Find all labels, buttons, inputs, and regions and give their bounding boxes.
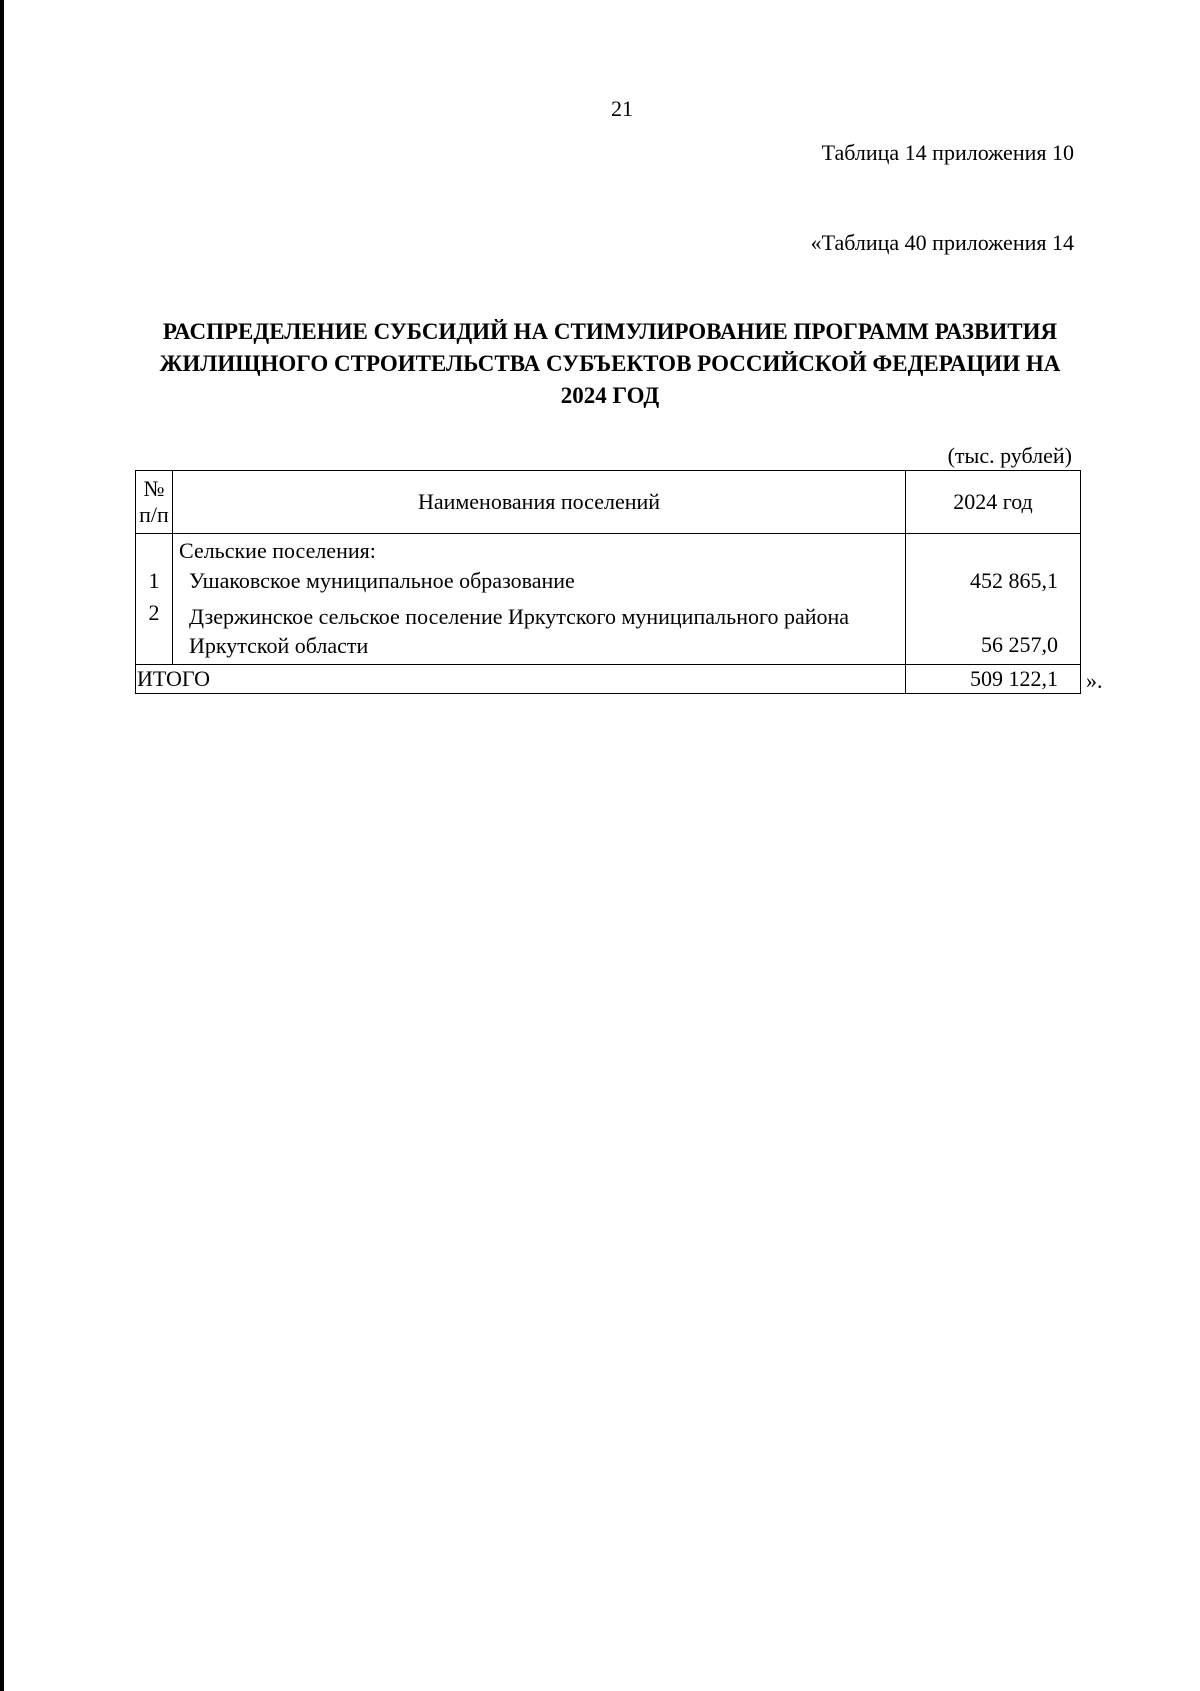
- document-title: РАСПРЕДЕЛЕНИЕ СУБСИДИЙ НА СТИМУЛИРОВАНИЕ ПРОГРАММ РАЗВИТИЯ ЖИЛИЩНОГО СТРОИТЕЛЬСТВА СУБЪЕКТОВ РОССИЙСКОЙ ФЕДЕРАЦИИ НА 2024 ГОД: [159, 319, 1061, 408]
- table-row: [136, 598, 1081, 665]
- table-reference-1: Таблица 14 приложения 10: [821, 140, 1074, 165]
- row-value: 452 865,1: [906, 564, 1081, 598]
- header-name-cell: Наименования поселений: [173, 471, 906, 534]
- row-value: 56 257,0: [906, 598, 1081, 665]
- table-reference-2: «Таблица 40 приложения 14: [810, 230, 1074, 255]
- total-value: 509 122,1: [906, 665, 1081, 694]
- closing-quote-mark: ».: [1086, 668, 1103, 693]
- table-group-row: [136, 534, 1081, 565]
- header-number-cell: [136, 471, 173, 534]
- group-label: Сельские поселения:: [173, 534, 906, 565]
- units-label: (тыс. рублей): [947, 443, 1072, 468]
- table-header-row: [136, 471, 1081, 534]
- row-number: 1: [136, 564, 173, 598]
- group-value-cell: [906, 534, 1081, 565]
- subsidy-table: [135, 470, 1081, 694]
- scan-left-edge: [0, 0, 4, 1691]
- header-year-cell: 2024 год: [906, 471, 1081, 534]
- table-total-row: [136, 665, 1081, 694]
- group-number-cell: [136, 534, 173, 565]
- total-label: ИТОГО: [136, 665, 906, 694]
- row-name: Дзержинское сельское поселение Иркутского муниципального района Иркутской области: [173, 598, 906, 665]
- row-number: 2: [136, 598, 173, 665]
- row-name: Ушаковское муниципальное образование: [173, 564, 906, 598]
- header-number-abbrev: п/п: [139, 502, 169, 527]
- table-row: [136, 564, 1081, 598]
- header-number-symbol: №: [143, 476, 165, 501]
- page-number: 21: [611, 96, 633, 121]
